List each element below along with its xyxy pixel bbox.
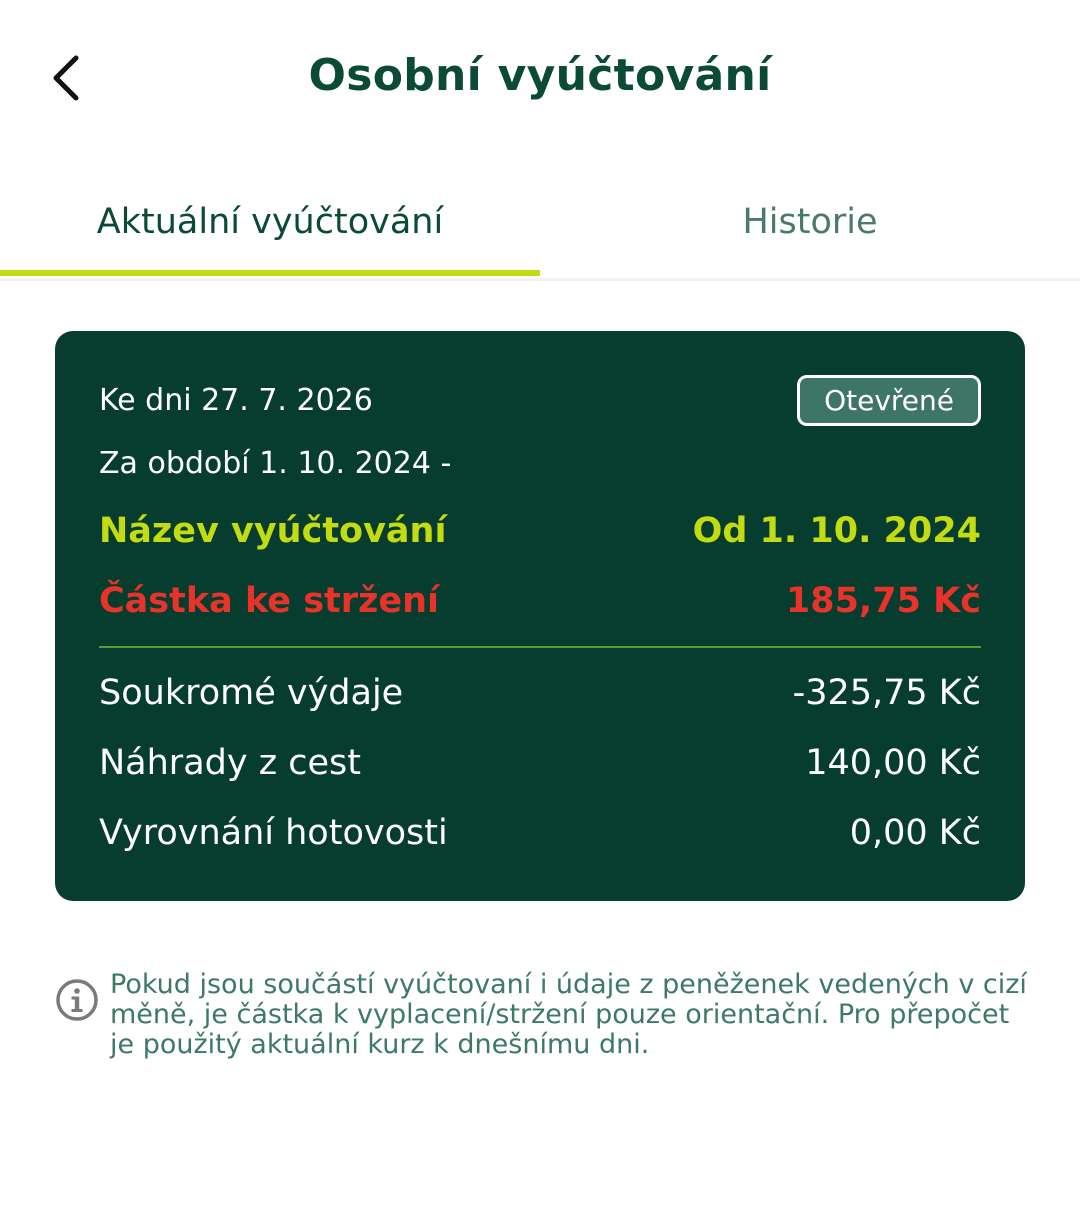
active-tab-indicator: [0, 270, 540, 276]
list-item: [99, 811, 981, 855]
info-text: Pokud jsou součástí vyúčtovaní i údaje z peněženek vedených v cizí měně, je částka k vyplacení/stržení pouze orientační. Pro přepočet je použitý aktuální kurz k dnešnímu dni.: [110, 969, 1027, 1060]
as-of-date: Ke dni 27. 7. 2026: [99, 382, 373, 418]
amount-label: Částka ke stržení: [99, 581, 440, 621]
tab-history[interactable]: Historie: [742, 202, 878, 242]
settlement-card: [55, 331, 1025, 901]
list-item: [99, 671, 981, 715]
list-item: [99, 741, 981, 785]
settlement-name-value: Od 1. 10. 2024: [692, 511, 981, 551]
page-title: Osobní vyúčtování: [308, 50, 772, 101]
date-row: [99, 375, 981, 425]
card-divider: [99, 646, 981, 648]
private-expenses-value: -325,75 Kč: [792, 673, 981, 713]
travel-reimbursement-label: Náhrady z cest: [99, 743, 361, 783]
amount-value: 185,75 Kč: [785, 581, 981, 621]
tab-current-settlement[interactable]: Aktuální vyúčtování: [96, 202, 444, 242]
tab-bar: [0, 170, 1080, 281]
settlement-name-label: Název vyúčtování: [99, 511, 447, 551]
header: [0, 0, 1080, 160]
period-text: Za období 1. 10. 2024 -: [99, 445, 452, 481]
cash-settlement-label: Vyrovnání hotovosti: [99, 813, 448, 853]
status-badge: Otevřené: [797, 375, 981, 426]
info-icon: [55, 978, 99, 1022]
settlement-name-row: [99, 509, 981, 553]
private-expenses-label: Soukromé výdaje: [99, 673, 404, 713]
period-row: [99, 443, 981, 483]
cash-settlement-value: 0,00 Kč: [849, 813, 981, 853]
travel-reimbursement-value: 140,00 Kč: [805, 743, 981, 783]
amount-row: [99, 579, 981, 623]
